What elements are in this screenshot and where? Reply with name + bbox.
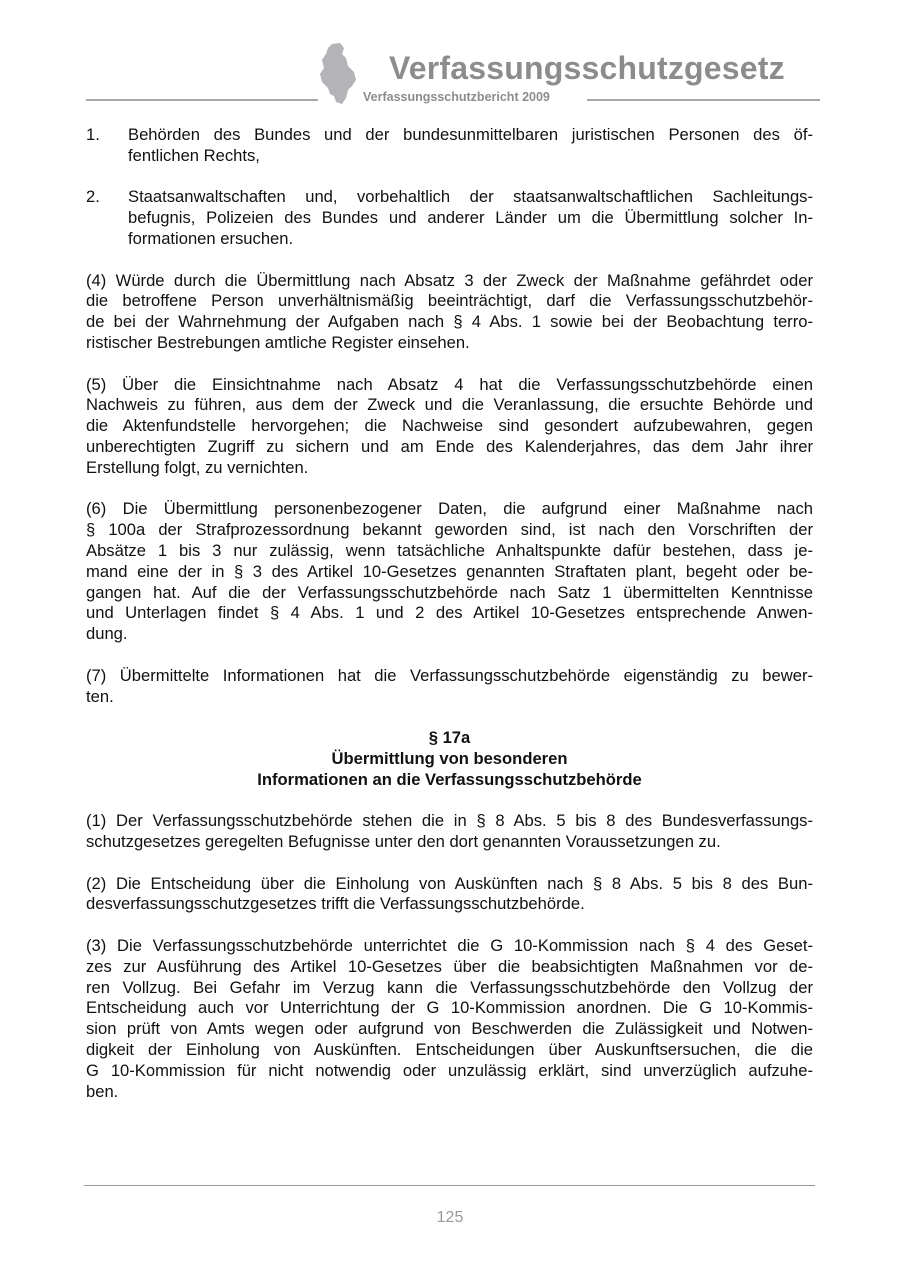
text-line: formationen ersuchen. (128, 228, 294, 248)
document-body (86, 125, 813, 1123)
list-item-text (128, 125, 813, 167)
text-line: (1) Der Verfassungsschutzbehörde stehen die in § 8 Abs. 5 bis 8 des Bundesverfassungs- (86, 811, 813, 831)
text-line: Entscheidung auch vor Unterrichtung der G 10-Kommission anordnen. Die G 10-Kommis- (86, 998, 813, 1018)
text-line: (4) Würde durch die Übermittlung nach Absatz 3 der Zweck der Maßnahme gefährdet oder (86, 270, 813, 290)
list-item (86, 125, 813, 167)
text-line: ben. (86, 1081, 119, 1101)
text-line: G 10-Kommission für nicht notwendig oder unzulässig erklärt, sind unverzüglich aufzuhe- (86, 1060, 813, 1080)
text-line: ren Vollzug. Bei Gefahr im Verzug kann die Verfassungsschutzbehörde den Vollzug der (86, 977, 813, 997)
paragraph (86, 874, 813, 916)
text-line: gangen hat. Auf die der Verfassungsschutzbehörde nach Satz 1 übermittelten Kenntnisse (86, 582, 813, 602)
text-line: (5) Über die Einsichtnahme nach Absatz 4 hat die Verfassungsschutzbehörde einen (86, 374, 813, 394)
section-number: § 17a (428, 728, 471, 748)
header-title: Verfassungsschutzgesetz (389, 50, 785, 86)
page-number: 125 (436, 1209, 464, 1226)
list-item (86, 187, 813, 249)
text-line: (3) Die Verfassungsschutzbehörde unterrichtet die G 10-Kommission nach § 4 des Geset- (86, 936, 813, 956)
text-line: Staatsanwaltschaften und, vorbehaltlich der staatsanwaltschaftlichen Sachleitungs- (128, 187, 813, 207)
paragraph (86, 811, 813, 853)
text-line: die betroffene Person unverhältnismäßig beeinträchtigt, darf die Verfassungsschutzbehör- (86, 291, 813, 311)
header-rule-left (86, 99, 318, 101)
list-number: 2. (86, 187, 100, 207)
paragraph (86, 499, 813, 645)
section-heading (86, 728, 813, 790)
text-line: Absätze 1 bis 3 nur zulässig, wenn tatsächliche Anhaltspunkte dafür bestehen, dass je- (86, 540, 813, 560)
text-line: unberechtigten Zugriff zu sichern und am Ende des Kalenderjahres, das dem Jahr ihrer (86, 436, 813, 456)
text-line: (7) Übermittelte Informationen hat die Verfassungsschutzbehörde eigenständig zu bewer- (86, 665, 813, 685)
text-line: (6) Die Übermittlung personenbezogener Daten, die aufgrund einer Maßnahme nach (86, 499, 813, 519)
text-line: zes zur Ausführung des Artikel 10-Gesetzes über die beabsichtigten Maßnahmen vor de- (86, 956, 813, 976)
text-line: sion prüft von Amts wegen oder aufgrund von Beschwerden die Zulässigkeit und Notwen- (86, 1019, 813, 1039)
paragraph (86, 375, 813, 479)
text-line: die Aktenfundstelle hervorgehen; die Nachweise sind gesondert aufzubewahren, gegen (86, 416, 813, 436)
footer-rule (84, 1185, 815, 1186)
header-rule-right (587, 99, 820, 101)
paragraph (86, 936, 813, 1102)
header-subtitle: Verfassungsschutzbericht 2009 (363, 90, 550, 104)
text-line: ten. (86, 686, 114, 706)
text-line: § 100a der Strafprozessordnung bekannt geworden sind, ist nach den Vorschriften der (86, 520, 813, 540)
text-line: und Unterlagen findet § 4 Abs. 1 und 2 des Artikel 10-Gesetzes entsprechende Anwen- (86, 603, 813, 623)
text-line: Behörden des Bundes und der bundesunmittelbaren juristischen Personen des öf- (128, 125, 813, 144)
text-line: de bei der Wahrnehmung der Aufgaben nach § 4 Abs. 1 sowie bei der Beobachtung terro- (86, 312, 813, 332)
text-line: desverfassungsschutzgesetzes trifft die Verfassungsschutzbehörde. (86, 894, 585, 914)
text-line: fentlichen Rechts, (128, 145, 260, 165)
text-line: Nachweis zu führen, aus dem der Zweck und die Veranlassung, die ersuchte Behörde und (86, 395, 813, 415)
text-line: ristischer Bestrebungen amtliche Register einsehen. (86, 332, 470, 352)
text-line: Erstellung folgt, zu vernichten. (86, 457, 309, 477)
paragraph (86, 271, 813, 354)
text-line: schutzgesetzes geregelten Befugnisse unter den dort genannten Voraussetzungen zu. (86, 832, 721, 852)
list-item-text (128, 187, 813, 249)
list-number: 1. (86, 125, 100, 144)
text-line: (2) Die Entscheidung über die Einholung von Auskünften nach § 8 Abs. 5 bis 8 des Bun- (86, 873, 813, 893)
text-line: befugnis, Polizeien des Bundes und anderer Länder um die Übermittlung solcher In- (128, 208, 813, 228)
paragraph (86, 666, 813, 708)
text-line: dung. (86, 624, 128, 644)
text-line: digkeit der Einholung von Auskünften. Entscheidungen über Auskunftsersuchen, die die (86, 1040, 813, 1060)
section-title-line1: Übermittlung von besonderen (331, 748, 568, 768)
section-title-line2: Informationen an die Verfassungsschutzbehörde (257, 769, 642, 789)
text-line: mand eine der in § 3 des Artikel 10-Gesetzes genannten Straftaten plant, begeht oder be- (86, 561, 813, 581)
